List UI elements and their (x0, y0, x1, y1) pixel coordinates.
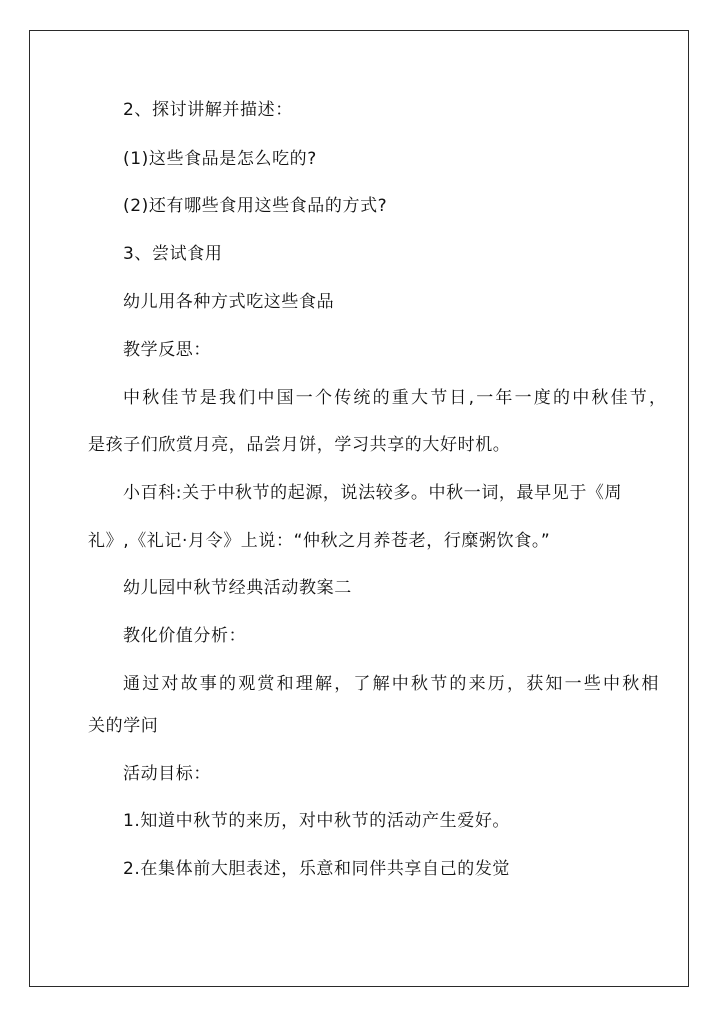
reflection-paragraph-line-1: 中秋佳节是我们中国一个传统的重大节日,一年一度的中秋佳节， (123, 388, 669, 408)
value-analysis-heading: 教化价值分析： (123, 626, 247, 646)
objectives-heading: 活动目标： (123, 764, 211, 784)
question-1: (1)这些食品是怎么吃的? (123, 149, 317, 169)
reflection-heading: 教学反思： (123, 340, 211, 360)
value-analysis-line-1: 通过对故事的观赏和理解，了解中秋节的来历，获知一些中秋相 (123, 674, 661, 694)
page-border (29, 30, 689, 987)
question-2: (2)还有哪些食用这些食品的方式? (123, 196, 388, 216)
reflection-paragraph-line-2: 是孩子们欣赏月亮，品尝月饼，学习共享的大好时机。 (88, 435, 511, 455)
objective-2: 2.在集体前大胆表述，乐意和同伴共享自己的发觉 (123, 859, 511, 879)
objective-1: 1.知道中秋节的来历，对中秋节的活动产生爱好。 (123, 811, 511, 831)
encyclopedia-line-2: 礼》,《礼记·月令》上说：“仲秋之月养苍老，行糜粥饮食。” (88, 531, 551, 551)
step-3-heading: 3、尝试食用 (123, 244, 223, 264)
step-3-text: 幼儿用各种方式吃这些食品 (123, 292, 335, 312)
step-2-heading: 2、探讨讲解并描述： (123, 100, 293, 120)
value-analysis-line-2: 关的学问 (88, 716, 159, 736)
section-title: 幼儿园中秋节经典活动教案二 (123, 578, 352, 598)
encyclopedia-line-1: 小百科:关于中秋节的起源，说法较多。中秋一词，最早见于《周 (123, 483, 623, 503)
